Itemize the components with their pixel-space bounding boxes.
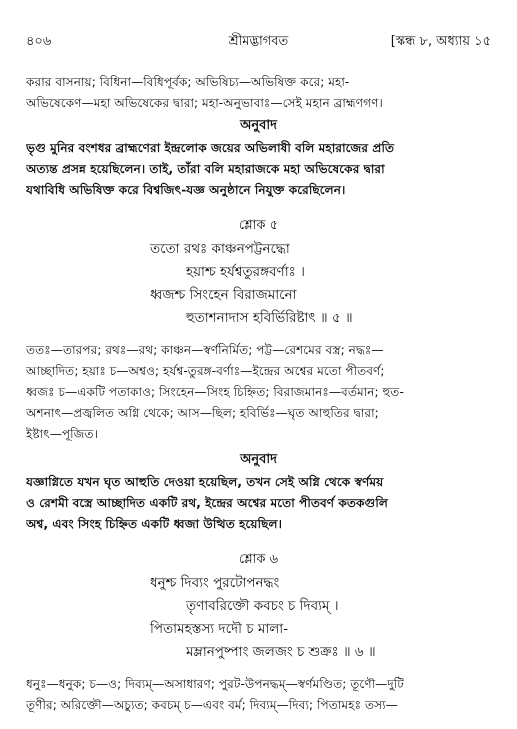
synonym-line: তূণীর; অরিক্তৌ—অচ্যুত; কবচম্ চ—এবং বর্ম; দিব্যম্—দিব্য; পিতামহঃ তস্য— xyxy=(26,698,398,712)
verse-line: ততো রথঃ কাঞ্চনপট্টনদ্ধো xyxy=(150,241,290,257)
book-page xyxy=(10,10,507,719)
verse-line: মম্লানপুষ্পাং জলজং চ শুক্রঃ ॥ ৬ ॥ xyxy=(186,644,376,660)
translation-line: অত্যন্ত প্রসন্ন হয়েছিলেন। তাই, তাঁরা বলি মহারাজকে মহা অভিষেকের দ্বারা xyxy=(26,162,385,176)
translation-line: অশ্ব, এবং সিংহ চিহ্নিত একটি ধ্বজা উত্থিত হয়েছিল। xyxy=(26,517,282,531)
book-title: শ্রীমদ্ভাগবত xyxy=(228,34,289,49)
page-number: ৪০৬ xyxy=(26,34,52,49)
verse-line: পিতামহস্তস্য দদৌ চ মালা- xyxy=(150,621,289,637)
verse-label: শ্লোক ৬ xyxy=(238,552,279,567)
synonym-line: ইষ্টাৎ—পূজিত। xyxy=(26,427,99,441)
verse-line: ধ্বজশ্চ সিংহেন বিরাজমানো xyxy=(150,287,297,303)
translation-line: ও রেশমী বস্ত্রে আচ্ছাদিত একটি রথ, ইন্দ্রের অশ্বের মতো পীতবর্ণ কতকগুলি xyxy=(26,496,388,510)
translation-line: ভৃগু মুনির বংশধর ব্রাহ্মণেরা ইন্দ্রলোক জয়ের অভিলাষী বলি মহারাজের প্রতি xyxy=(26,141,395,155)
translation-line: যথাবিধি অভিষিক্ত করে বিশ্বজিৎ-যজ্ঞ অনুষ্ঠানে নিযুক্ত করেছিলেন। xyxy=(26,183,346,197)
translation-paragraph xyxy=(26,472,491,535)
synonyms-paragraph xyxy=(26,340,491,445)
translation-heading: অনুবাদ xyxy=(240,118,277,133)
verse-label: শ্লোক ৫ xyxy=(238,218,279,233)
synonym-line: ততঃ—তারপর; রথঃ—রথ; কাঞ্চন—স্বর্ণনির্মিত; পট্ট—রেশমের বস্ত্র; নদ্ধঃ— xyxy=(26,343,384,357)
translation-heading: অনুবাদ xyxy=(240,452,277,467)
translation-paragraph xyxy=(26,138,491,201)
chapter-reference: [স্কন্ধ ৮, অধ্যায় ১৫ xyxy=(390,34,491,49)
synonym-line: অভিষেকেণ—মহা অভিষেকের দ্বারা; মহা-অনুভাবাঃ—সেই মহান ব্রাহ্মণগণ। xyxy=(26,96,383,110)
synonym-line: অশনাৎ—প্রজ্বলিত অগ্নি থেকে; আস—ছিল; হবির্ভিঃ—ঘৃত আহুতির দ্বারা; xyxy=(26,406,379,420)
synonym-line: ধনুঃ—ধনুক; চ—ও; দিব্যম্—অসাধারণ; পুরট-উপনদ্ধম্—স্বর্ণমণ্ডিত; তূণৌ—দুটি xyxy=(26,677,404,691)
verse-line: তৃণাবরিক্তৌ কবচং চ দিব্যম্ । xyxy=(186,598,339,614)
translation-line: যজ্ঞাগ্নিতে যখন ঘৃত আহুতি দেওয়া হয়েছিল, তখন সেই অগ্নি থেকে স্বর্ণময় xyxy=(26,475,384,489)
verse-line: ধনুশ্চ দিব্যং পুরটোপনদ্ধং xyxy=(150,575,280,591)
synonym-line: করার বাসনায়; বিধিনা—বিধিপূর্বক; অভিষিচ্য—অভিষিক্ত করে; মহা- xyxy=(26,75,350,89)
top-synonyms xyxy=(26,72,491,114)
verse-line: হুতাশনাদাস হবির্ভিরিষ্টাৎ ॥ ৫ ॥ xyxy=(186,310,353,326)
synonyms-paragraph xyxy=(26,674,491,716)
synonym-line: ধ্বজঃ চ—একটি পতাকাও; সিংহেন—সিংহ চিহ্নিত; বিরাজমানঃ—বর্তমান; হুত- xyxy=(26,385,404,399)
page-header xyxy=(10,32,507,52)
synonym-line: আচ্ছাদিত; হয়াঃ চ—অশ্বও; হর্যশ্ব-তুরঙ্গ-বর্ণাঃ—ইন্দ্রের অশ্বের মতো পীতবর্ণ; xyxy=(26,364,385,378)
verse-line: হয়াশ্চ হর্যশ্বতুরঙ্গবর্ণাঃ । xyxy=(186,264,305,280)
